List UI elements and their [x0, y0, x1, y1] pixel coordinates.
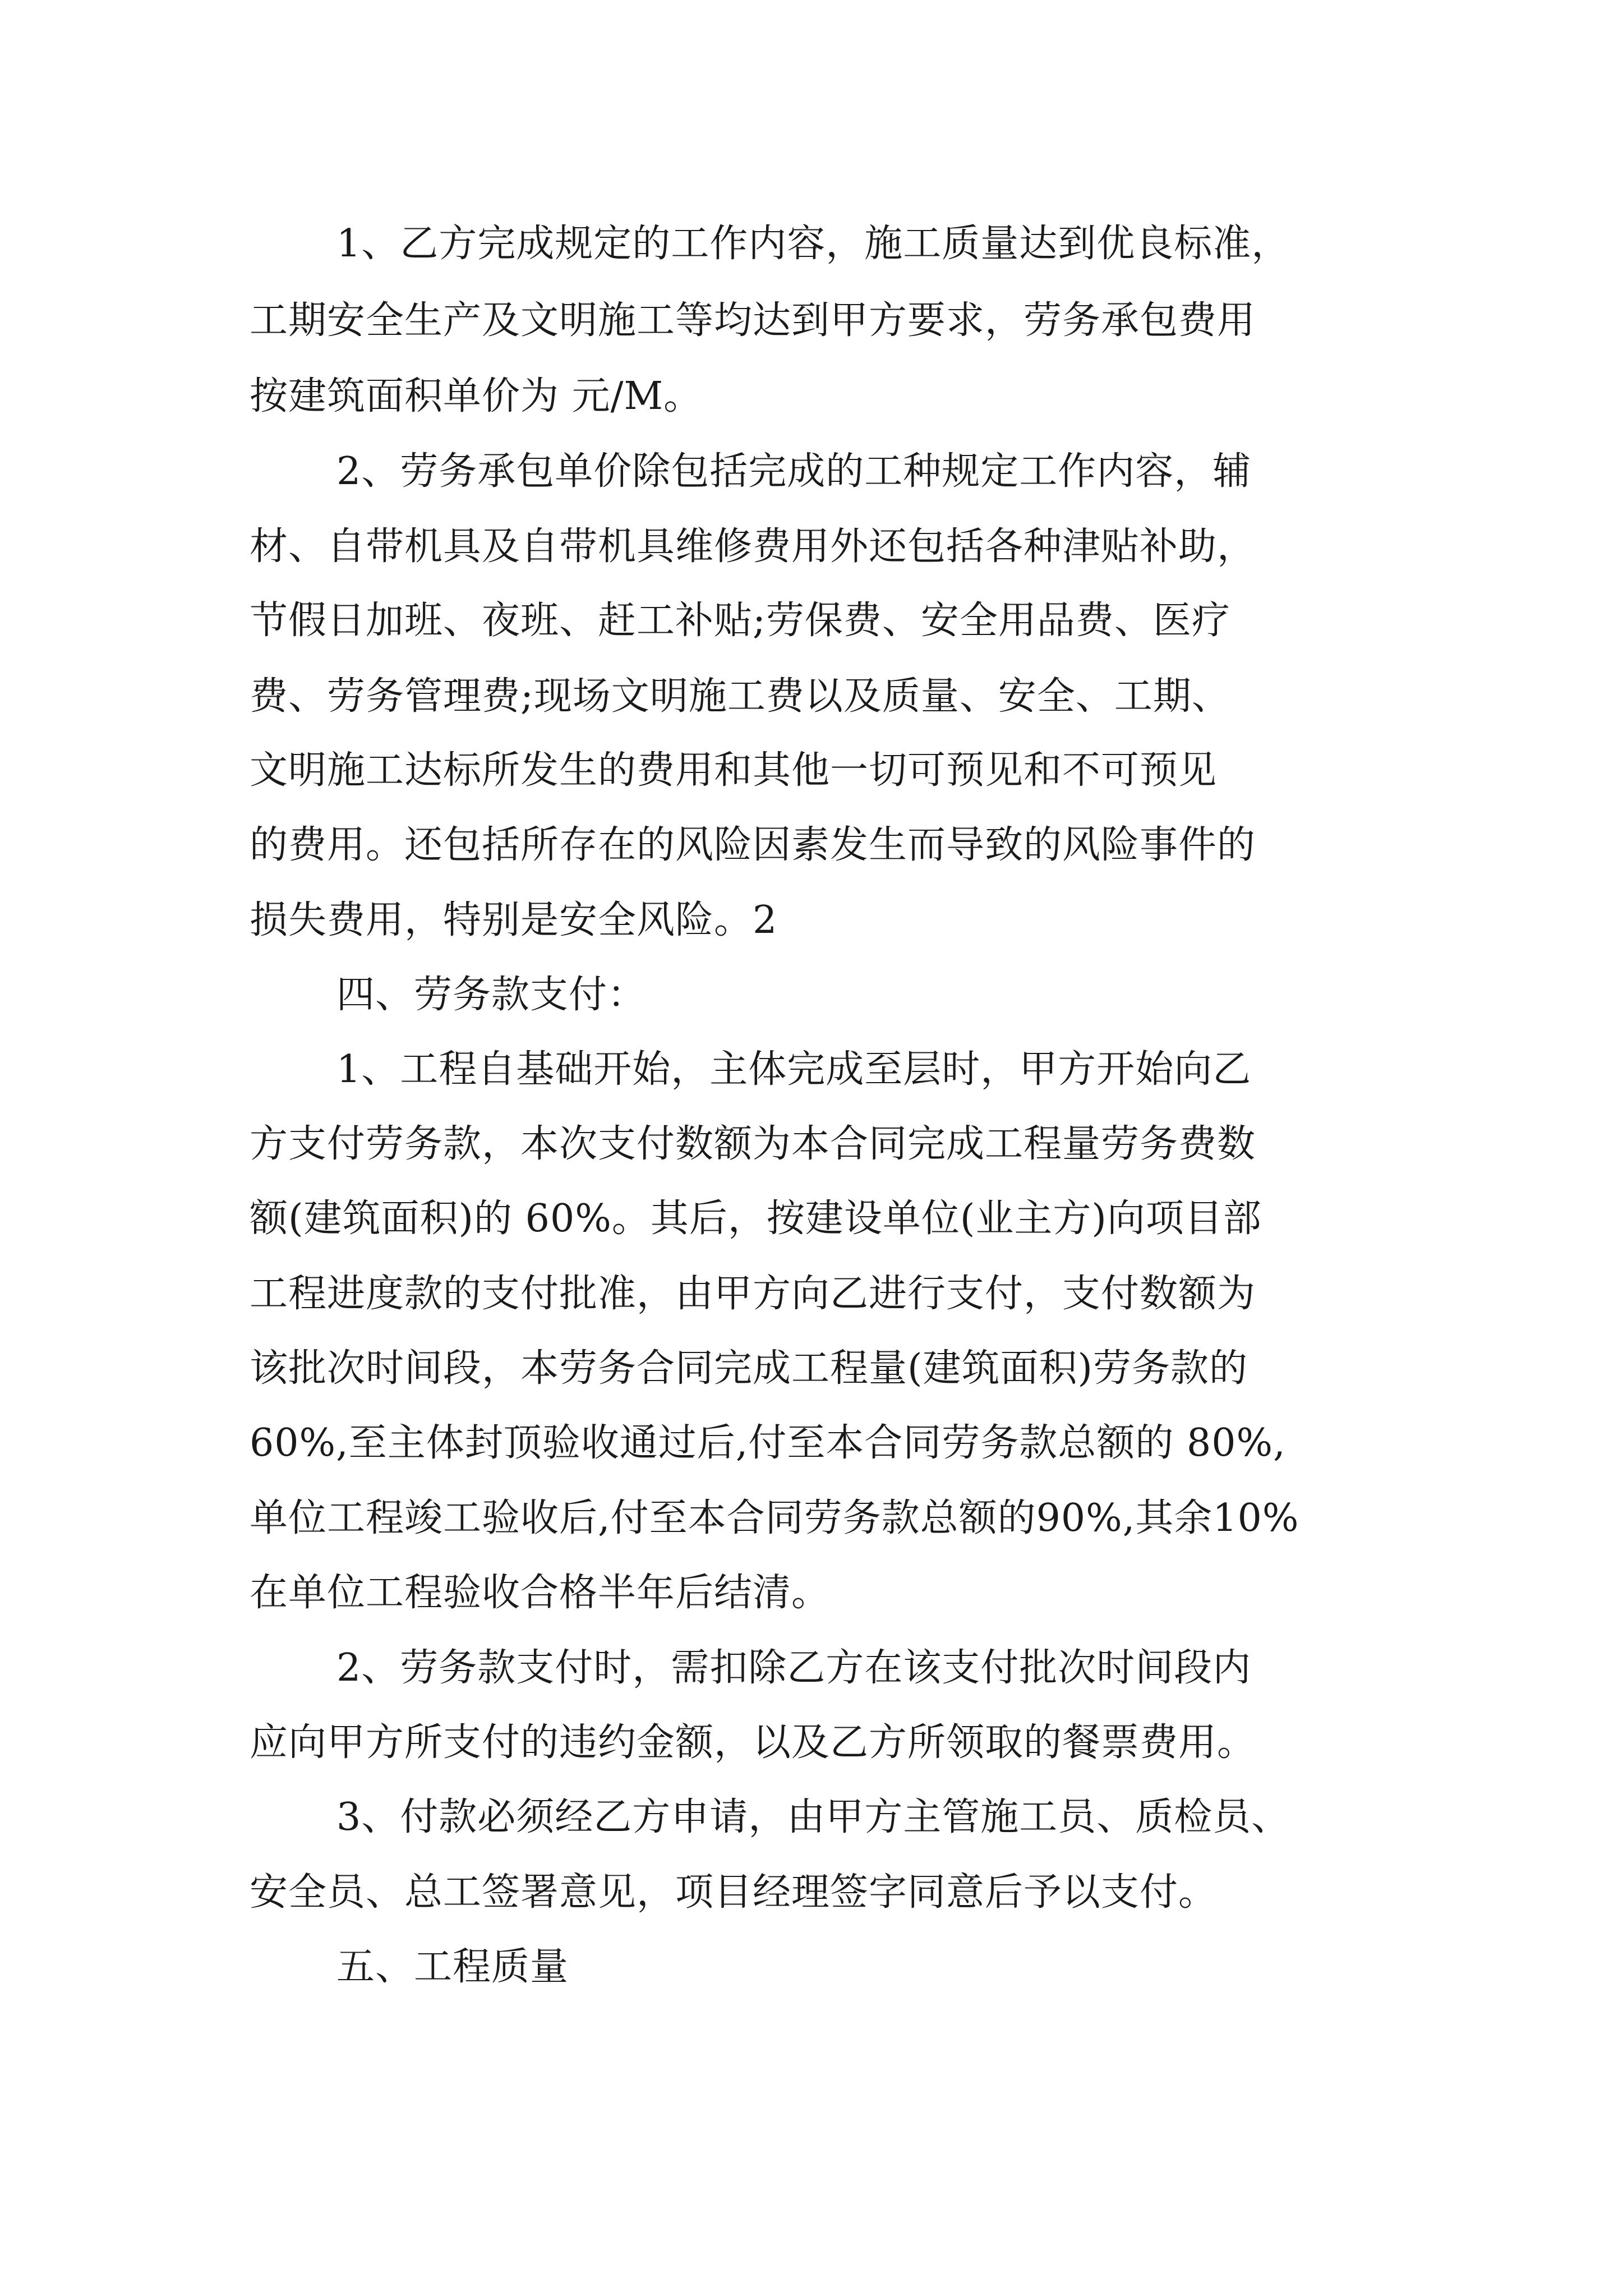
section-heading: 四、劳务款支付：	[336, 973, 647, 1017]
paragraph-line: 费、劳务管理费;现场文明施工费以及质量、安全、工期、	[250, 674, 1230, 719]
paragraph-line: 60%,至主体封顶验收通过后,付至本合同劳务款总额的 80%,	[250, 1421, 1286, 1465]
paragraph-line: 工期安全生产及文明施工等均达到甲方要求，劳务承包费用	[250, 298, 1256, 343]
paragraph-line: 损失费用，特别是安全风险。2	[250, 898, 778, 942]
paragraph-line: 该批次时间段，本劳务合同完成工程量(建筑面积)劳务款的	[250, 1346, 1248, 1391]
paragraph-line: 的费用。还包括所存在的风险因素发生而导致的风险事件的	[250, 823, 1256, 867]
paragraph-line: 3、付款必须经乙方申请，由甲方主管施工员、质检员、	[336, 1795, 1290, 1839]
paragraph-line: 1、工程自基础开始，主体完成至层时，甲方开始向乙	[336, 1047, 1252, 1092]
paragraph-line: 工程进度款的支付批准，由甲方向乙进行支付，支付数额为	[250, 1272, 1256, 1316]
paragraph-line: 文明施工达标所发生的费用和其他一切可预见和不可预见	[250, 748, 1218, 793]
paragraph-line: 方支付劳务款，本次支付数额为本合同完成工程量劳务费数	[250, 1122, 1256, 1166]
paragraph-line: 在单位工程验收合格半年后结清。	[250, 1571, 831, 1615]
section-heading: 五、工程质量	[336, 1945, 569, 1989]
paragraph-line: 应向甲方所支付的违约金额，以及乙方所领取的餐票费用。	[250, 1720, 1256, 1765]
paragraph-line: 安全员、总工签署意见，项目经理签字同意后予以支付。	[250, 1870, 1218, 1915]
paragraph-line: 2、劳务承包单价除包括完成的工种规定工作内容，辅	[336, 449, 1252, 494]
paragraph-line: 额(建筑面积)的 60%。其后，按建设单位(业主方)向项目部	[250, 1197, 1262, 1241]
paragraph-line: 节假日加班、夜班、赶工补贴;劳保费、安全用品费、医疗	[250, 599, 1230, 643]
paragraph-line: 材、自带机具及自带机具维修费用外还包括各种津贴补助，	[250, 524, 1256, 569]
paragraph-line: 1、乙方完成规定的工作内容，施工质量达到优良标准，	[336, 222, 1290, 266]
paragraph-line: 按建筑面积单价为 元/M。	[250, 374, 703, 418]
paragraph-line: 单位工程竣工验收后,付至本合同劳务款总额的90%,其余10%	[250, 1496, 1299, 1540]
paragraph-line: 2、劳务款支付时，需扣除乙方在该支付批次时间段内	[336, 1646, 1252, 1690]
